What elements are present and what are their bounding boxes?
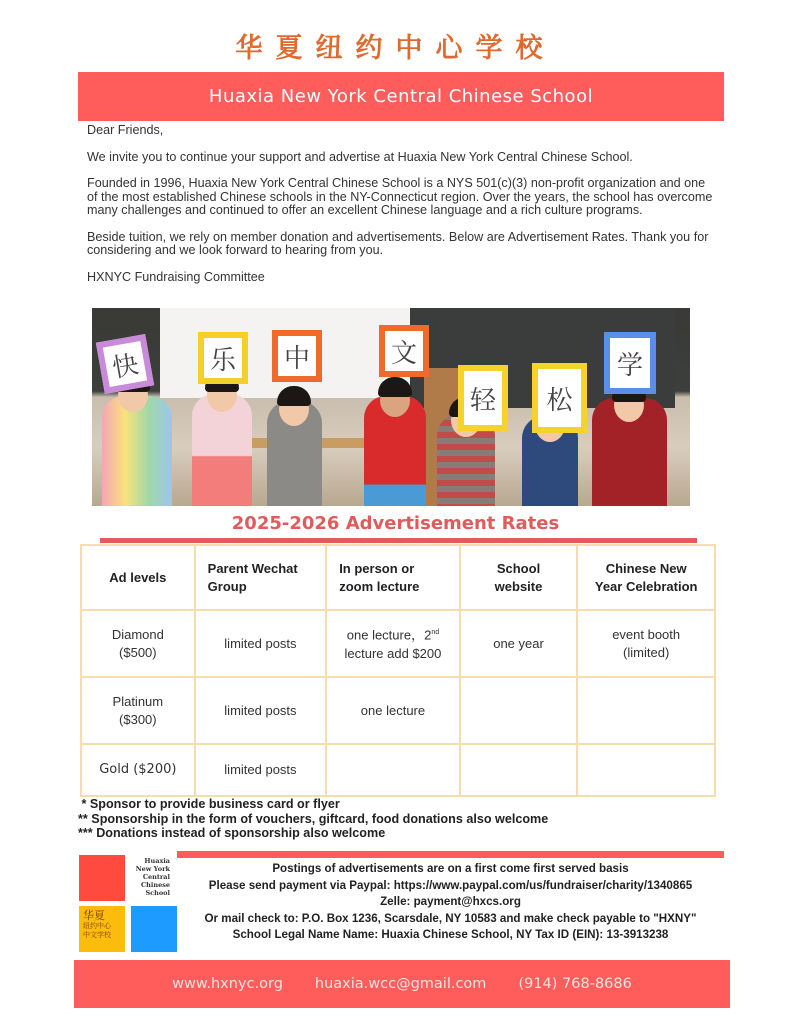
letter-greeting: Dear Friends, — [87, 123, 164, 137]
logo-school-name: Huaxia New York Central Chinese School — [135, 857, 170, 897]
footnote: ** Sponsorship in the form of vouchers, giftcard, food donations also welcome — [78, 811, 549, 826]
character-card: 轻 — [458, 365, 508, 431]
cell-wechat: limited posts — [195, 610, 327, 677]
contact-footer — [74, 960, 730, 1008]
header-lecture: In person or zoom lecture — [326, 545, 460, 610]
logo-cn-big: 华夏 — [83, 909, 105, 922]
info-divider — [177, 851, 724, 858]
header-cny: Chinese New Year Celebration — [577, 545, 715, 610]
cell-lecture — [326, 744, 460, 796]
character-card: 学 — [604, 332, 656, 394]
footnotes — [78, 797, 548, 841]
child — [102, 396, 172, 506]
rates-title: 2025-2026 Advertisement Rates — [231, 513, 560, 534]
header-website: School website — [460, 545, 578, 610]
letter-signature: HXNYC Fundraising Committee — [87, 269, 265, 284]
character-card: 松 — [532, 363, 587, 433]
cell-cny — [577, 677, 715, 744]
table-row — [81, 744, 715, 796]
payment-info — [177, 861, 724, 944]
letter-paragraph: Founded in 1996, Huaxia New York Central Chinese School is a NYS 501(c)(3) non-profit organization and one of the most established Chinese schools in the NY-Connecticut region. Over the years, the school has overcome many challenges and continued to offer an excellent Chinese language and a rich culture programs. — [87, 176, 713, 217]
cell-lecture: one lecture — [326, 677, 460, 744]
cell-level: Platinum ($300) — [81, 677, 195, 744]
logo-yellow-square — [79, 906, 125, 952]
cell-website: one year — [460, 610, 578, 677]
footnote: * Sponsor to provide business card or flyer — [78, 797, 340, 811]
letter-paragraph: We invite you to continue your support and advertise at Huaxia New York Central Chinese School. — [87, 149, 633, 164]
character-card: 文 — [379, 325, 429, 377]
payment-line-paypal[interactable]: Please send payment via Paypal: https://www.paypal.com/us/fundraiser/charity/1340865 — [208, 878, 693, 892]
footer-email-link[interactable]: huaxia.wcc@gmail.com — [314, 976, 487, 992]
payment-line-zelle: Zelle: payment@hxcs.org — [380, 895, 521, 908]
cell-website — [460, 677, 578, 744]
footer-phone: (914) 768-8686 — [518, 976, 632, 992]
cell-level: Gold ($200) — [81, 744, 195, 796]
table-header-row — [81, 545, 715, 610]
footer-website-link[interactable]: www.hxnyc.org — [172, 976, 283, 992]
banner-title: Huaxia New York Central Chinese School — [208, 86, 594, 107]
letter-paragraph: Beside tuition, we rely on member donation and advertisements. Below are Advertisement Rates. Thank you for considering and we look forward to hearing from you. — [87, 229, 709, 257]
cell-level: Diamond ($500) — [81, 610, 195, 677]
cell-cny — [577, 744, 715, 796]
chinese-school-title: 华夏纽约中心学校 — [235, 33, 556, 64]
cell-wechat: limited posts — [195, 744, 327, 796]
payment-line-legal: School Legal Name Name: Huaxia Chinese School, NY Tax ID (EIN): 13-3913238 — [232, 928, 669, 941]
cell-lecture: one lecture，2nd lecture add $200 — [326, 610, 460, 677]
students-photo — [92, 308, 690, 506]
header-ad-levels: Ad levels — [81, 545, 195, 610]
payment-line: Postings of advertisements are on a first come first served basis — [272, 862, 629, 875]
payment-line-mail: Or mail check to: P.O. Box 1236, Scarsdale, NY 10583 and make check payable to "HXNY" — [204, 911, 697, 925]
rates-table — [80, 544, 716, 797]
letter-body — [87, 124, 713, 297]
logo-blue-square — [131, 906, 177, 952]
cell-website — [460, 744, 578, 796]
rates-underline — [100, 538, 697, 543]
character-card: 乐 — [198, 332, 248, 384]
table-row — [81, 610, 715, 677]
cell-wechat: limited posts — [195, 677, 327, 744]
cell-cny: event booth (limited) — [577, 610, 715, 677]
logo-cn-line: 中文学校 — [83, 931, 111, 939]
logo-red-square — [79, 855, 125, 901]
table-row — [81, 677, 715, 744]
logo-cn-line: 纽约中心 — [83, 922, 111, 930]
character-card: 快 — [96, 334, 154, 394]
header-wechat: Parent Wechat Group — [195, 545, 327, 610]
title-banner — [78, 72, 724, 121]
character-card: 中 — [272, 330, 322, 382]
footnote: *** Donations instead of sponsorship also welcome — [78, 826, 386, 840]
